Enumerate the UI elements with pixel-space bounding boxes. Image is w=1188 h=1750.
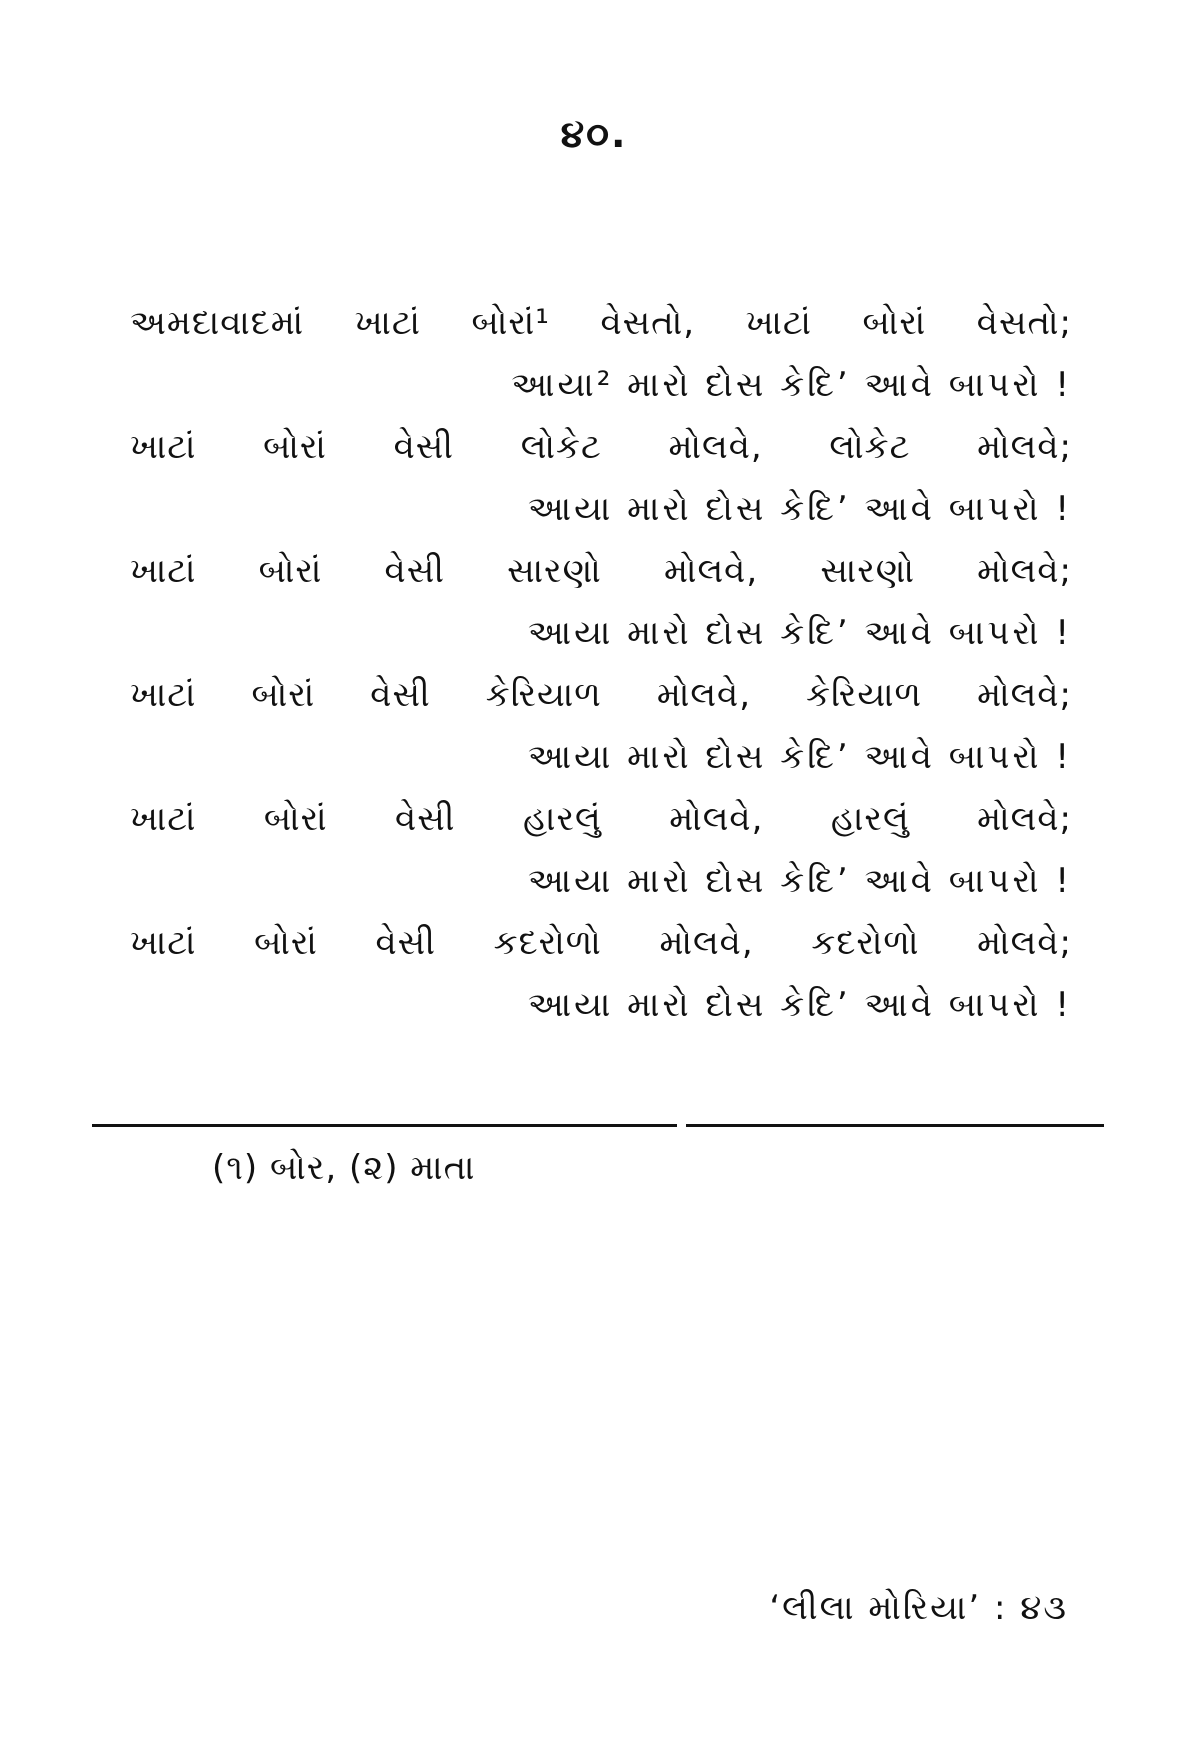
poem-refrain-line: આયા² મારો દોસ કેદિ’ આવે બાપરો ! [511, 365, 1072, 405]
poem-refrain-line: આયા મારો દોસ કેદિ’ આવે બાપરો ! [527, 489, 1072, 529]
page-number: ૪૦. [560, 112, 628, 156]
poem-refrain-line: આયા મારો દોસ કેદિ’ આવે બાપરો ! [527, 985, 1072, 1025]
footer-separator: : [993, 1588, 1008, 1628]
poem-line: ખાટાં બોરાં વેસી કેરિયાળ મોલવે, કેરિયાળ મોલવે; [130, 675, 1072, 715]
footer-page-number: ૪૩ [1020, 1588, 1068, 1628]
running-footer [769, 1588, 1068, 1628]
footnote-divider [686, 1124, 1104, 1127]
poem [130, 292, 1072, 1036]
footnotes: (૧) બોર, (૨) માતા [212, 1148, 476, 1188]
poem-line: ખાટાં બોરાં વેસી સારણો મોલવે, સારણો મોલવે; [130, 551, 1072, 591]
poem-line: ખાટાં બોરાં વેસી હારલું મોલવે, હારલું મોલવે; [130, 799, 1072, 839]
poem-refrain-line: આયા મારો દોસ કેદિ’ આવે બાપરો ! [527, 861, 1072, 901]
footer-title: ‘લીલા મોરિયા’ [769, 1588, 982, 1628]
footnote-divider [92, 1124, 677, 1127]
poem-line: ખાટાં બોરાં વેસી કદરોળો મોલવે, કદરોળો મોલવે; [130, 923, 1072, 963]
poem-refrain-line: આયા મારો દોસ કેદિ’ આવે બાપરો ! [527, 737, 1072, 777]
poem-line: અમદાવાદમાં ખાટાં બોરાં¹ વેસતો, ખાટાં બોરાં વેસતો; [130, 303, 1072, 343]
poem-refrain-line: આયા મારો દોસ કેદિ’ આવે બાપરો ! [527, 613, 1072, 653]
poem-line: ખાટાં બોરાં વેસી લોકેટ મોલવે, લોકેટ મોલવે; [130, 427, 1072, 467]
